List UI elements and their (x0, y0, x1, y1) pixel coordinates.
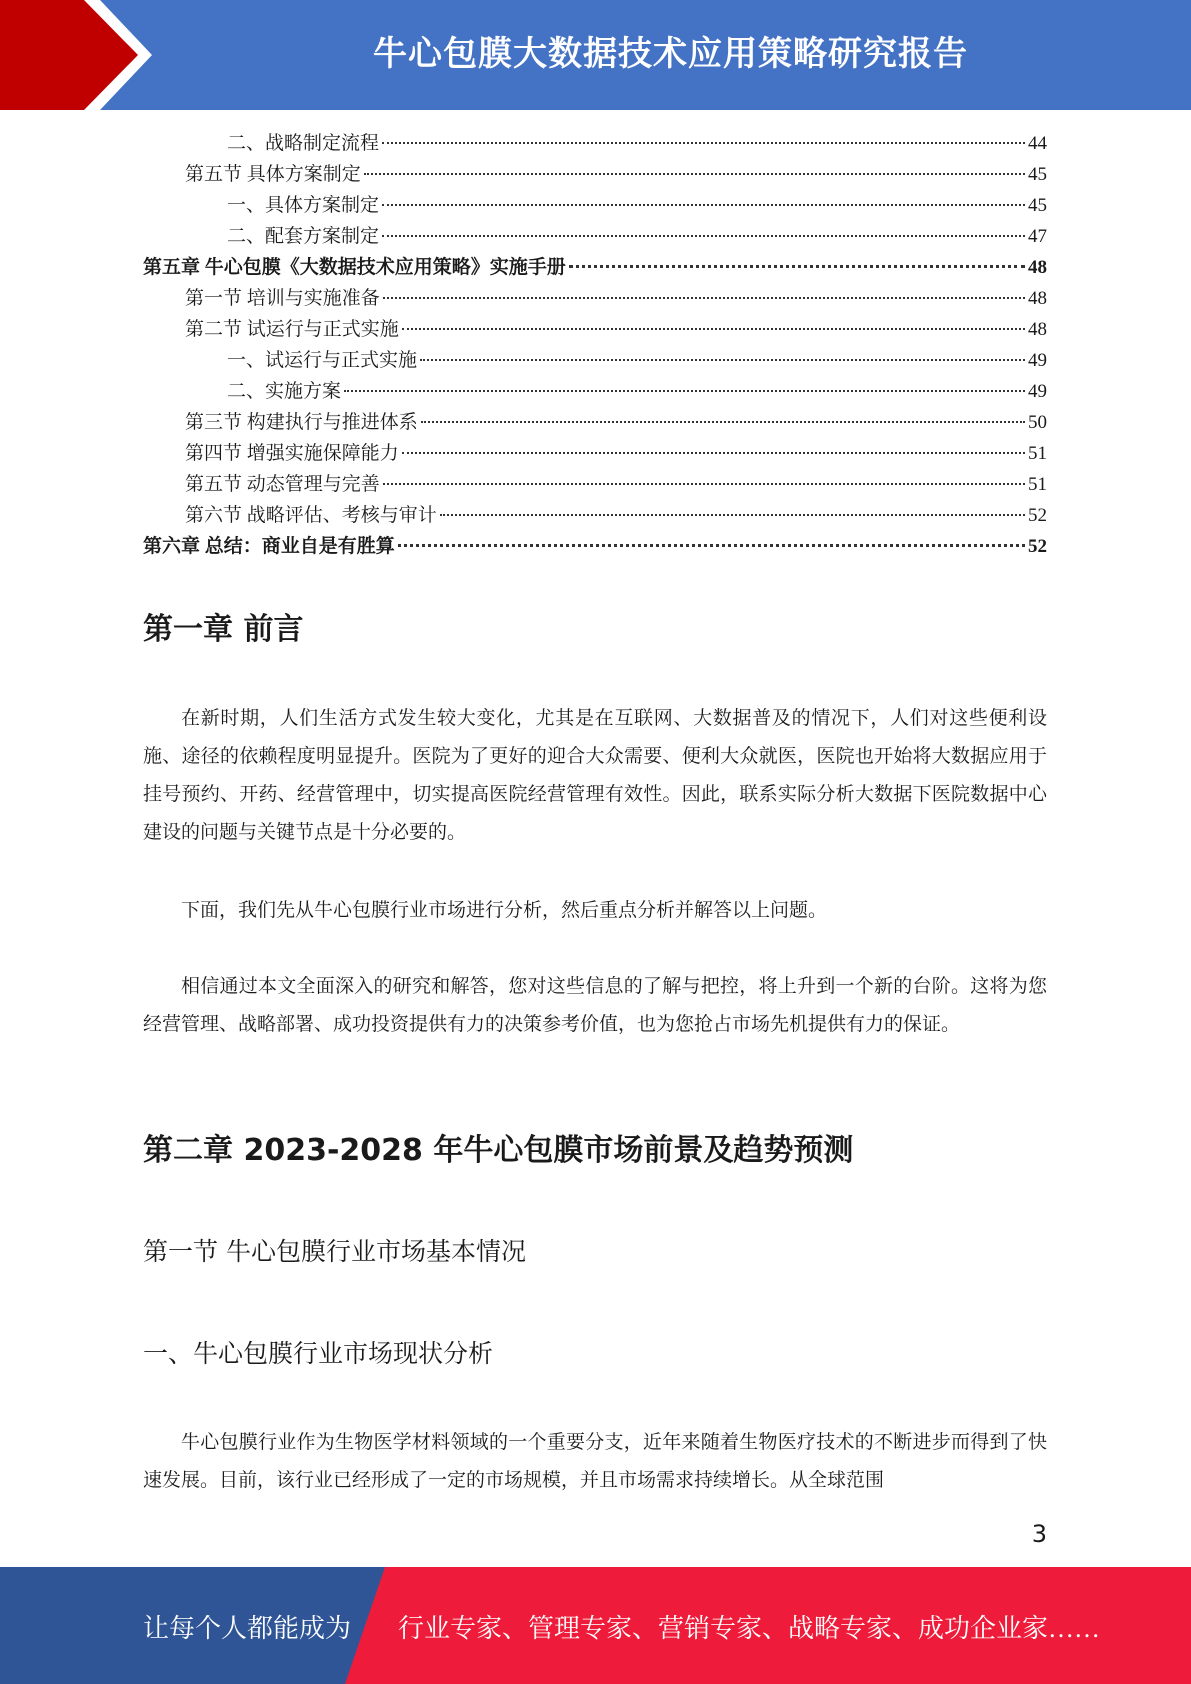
toc-entry[interactable] (143, 500, 1047, 531)
chapter-1-heading: 第一章 前言 (143, 612, 304, 647)
toc-entry[interactable] (143, 159, 1047, 190)
toc-entry-title: 二、配套方案制定 (227, 226, 380, 247)
toc-entry[interactable] (143, 128, 1047, 159)
toc-entry-page: 48 (1028, 319, 1047, 340)
toc-leader-dots (440, 514, 1025, 516)
toc-entry-title: 一、具体方案制定 (227, 195, 380, 216)
toc-entry-title: 第五节 具体方案制定 (185, 164, 361, 185)
toc-entry-page: 48 (1028, 257, 1047, 278)
toc-entry-title: 第六章 总结：商业自是有胜算 (143, 536, 395, 557)
toc-entry-page: 45 (1028, 164, 1047, 185)
toc-entry[interactable] (143, 252, 1047, 283)
toc-entry-title: 第三节 构建执行与推进体系 (185, 412, 418, 433)
toc-leader-dots (398, 544, 1025, 547)
toc-leader-dots (402, 452, 1025, 454)
toc-entry[interactable] (143, 376, 1047, 407)
toc-entry[interactable] (143, 283, 1047, 314)
toc-entry-page: 49 (1028, 350, 1047, 371)
toc-entry-page: 49 (1028, 381, 1047, 402)
toc-entry-title: 第二节 试运行与正式实施 (185, 319, 399, 340)
paragraph-intro-3: 相信通过本文全面深入的研究和解答，您对这些信息的了解与把控，将上升到一个新的台阶。这将为您经营管理、战略部署、成功投资提供有力的决策参考价值，也为您抢占市场先机提供有力的保证。 (143, 976, 1047, 1035)
toc-entry[interactable] (143, 190, 1047, 221)
footer-slogan-left: 让每个人都能成为 (143, 1614, 352, 1643)
table-of-contents (143, 128, 1047, 562)
toc-leader-dots (382, 204, 1025, 206)
toc-entry[interactable] (143, 345, 1047, 376)
toc-entry-page: 50 (1028, 412, 1047, 433)
toc-entry-page: 47 (1028, 226, 1047, 247)
toc-entry-title: 第六节 战略评估、考核与审计 (185, 505, 437, 526)
toc-entry-title: 第五章 牛心包膜《大数据技术应用策略》实施手册 (143, 257, 566, 278)
page-footer (0, 1567, 1191, 1684)
toc-entry-page: 44 (1028, 133, 1047, 154)
toc-leader-dots (383, 483, 1025, 485)
toc-entry-title: 二、实施方案 (227, 381, 342, 402)
toc-entry[interactable] (143, 314, 1047, 345)
paragraph-intro-2: 下面，我们先从牛心包膜行业市场进行分析，然后重点分析并解答以上问题。 (181, 900, 828, 921)
toc-leader-dots (420, 359, 1025, 361)
toc-entry[interactable] (143, 221, 1047, 252)
toc-leader-dots (364, 173, 1025, 175)
toc-leader-dots (402, 328, 1025, 330)
paragraph-market-status: 牛心包膜行业作为生物医学材料领域的一个重要分支，近年来随着生物医疗技术的不断进步而得到了快速发展。目前，该行业已经形成了一定的市场规模，并且市场需求持续增长。从全球范围 (143, 1432, 1047, 1491)
toc-entry-title: 第四节 增强实施保障能力 (185, 443, 399, 464)
toc-entry-page: 51 (1028, 443, 1047, 464)
toc-entry-title: 第一节 培训与实施准备 (185, 288, 380, 309)
toc-entry-page: 45 (1028, 195, 1047, 216)
toc-leader-dots (569, 265, 1025, 268)
toc-entry[interactable] (143, 438, 1047, 469)
toc-entry[interactable] (143, 469, 1047, 500)
toc-leader-dots (421, 421, 1025, 423)
subsection-1-heading: 一、牛心包膜行业市场现状分析 (143, 1339, 494, 1368)
toc-entry-title: 第五节 动态管理与完善 (185, 474, 380, 495)
header-chevron-icon (0, 0, 138, 110)
toc-leader-dots (383, 297, 1025, 299)
toc-entry-page: 52 (1028, 536, 1047, 557)
page-header (0, 0, 1191, 110)
toc-leader-dots (382, 142, 1025, 144)
report-title: 牛心包膜大数据技术应用策略研究报告 (373, 34, 968, 74)
footer-slogan-right: 行业专家、管理专家、营销专家、战略专家、成功企业家…… (398, 1614, 1101, 1643)
toc-entry-page: 48 (1028, 288, 1047, 309)
toc-entry-page: 51 (1028, 474, 1047, 495)
paragraph-intro-1: 在新时期，人们生活方式发生较大变化，尤其是在互联网、大数据普及的情况下，人们对这些便利设施、途径的依赖程度明显提升。医院为了更好的迎合大众需要、便利大众就医，医院也开始将大数据应用于挂号预约、开药、经营管理中，切实提高医院经营管理有效性。因此，联系实际分析大数据下医院数据中心建设的问题与关键节点是十分必要的。 (143, 708, 1047, 843)
chapter-2-heading: 第二章 2023-2028 年牛心包膜市场前景及趋势预测 (143, 1133, 854, 1168)
section-1-heading: 第一节 牛心包膜行业市场基本情况 (143, 1237, 526, 1266)
toc-entry-title: 二、战略制定流程 (227, 133, 380, 154)
toc-entry-title: 一、试运行与正式实施 (227, 350, 418, 371)
toc-entry[interactable] (143, 407, 1047, 438)
toc-leader-dots (344, 390, 1025, 392)
toc-entry[interactable] (143, 531, 1047, 562)
page-number: 3 (1031, 1520, 1047, 1548)
toc-leader-dots (382, 235, 1025, 237)
toc-entry-page: 52 (1028, 505, 1047, 526)
